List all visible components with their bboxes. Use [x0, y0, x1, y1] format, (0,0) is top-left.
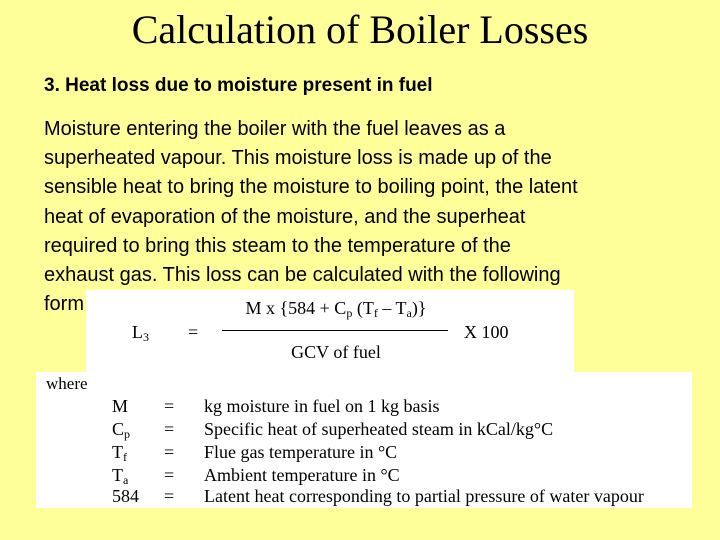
- formula-multiplier: X 100: [464, 322, 509, 342]
- paragraph-line: exhaust gas. This loss can be calculated with the following: [44, 264, 561, 287]
- definition-text: Ambient temperature in °C: [204, 465, 400, 485]
- paragraph-line: required to bring this steam to the temperature of the: [44, 234, 511, 257]
- formula-denominator: GCV of fuel: [291, 342, 381, 362]
- definition-text: Latent heat corresponding to partial pressure of water vapour: [204, 486, 644, 506]
- formula-numerator: [226, 298, 446, 319]
- section-heading: 3. Heat loss due to moisture present in fuel: [44, 75, 433, 96]
- definition-equals: =: [164, 419, 175, 439]
- paragraph-line: heat of evaporation of the moisture, and the superheat: [44, 205, 526, 228]
- definition-equals: =: [164, 486, 175, 506]
- paragraph-line: Moisture entering the boiler with the fuel leaves as a: [44, 118, 506, 140]
- definitions-image: [36, 372, 692, 508]
- numerator-part: M x {584 + C: [245, 298, 347, 318]
- numerator-subscript: f: [373, 306, 378, 320]
- definition-equals: =: [164, 396, 175, 416]
- definition-symbol: M: [112, 396, 129, 416]
- definition-symbol: $T_a$: [112, 465, 129, 487]
- definition-symbol: $C_p$: [112, 419, 131, 441]
- definition-text: kg moisture in fuel on 1 kg basis: [204, 396, 440, 416]
- slide-title: Calculation of Boiler Losses: [131, 7, 589, 52]
- definition-equals: =: [164, 465, 175, 485]
- paragraph-line: form: [44, 293, 84, 316]
- formula-lhs: [132, 322, 149, 343]
- body-paragraph: [44, 115, 704, 319]
- numerator-subscript: a: [406, 306, 412, 320]
- numerator-part: (T: [352, 298, 374, 318]
- formula-lhs-symbol: L: [132, 322, 143, 342]
- definition-symbol: $T_f$: [112, 442, 127, 464]
- paragraph-line: sensible heat to bring the moisture to boiling point, the latent: [44, 176, 578, 199]
- where-label: where: [46, 374, 88, 393]
- paragraph-line: superheated vapour. This moisture loss is made up of the: [44, 147, 552, 170]
- definition-text: Specific heat of superheated steam in kCal/kg°C: [204, 419, 554, 439]
- numerator-subscript: p: [346, 306, 353, 320]
- formula-lhs-subscript: 3: [143, 330, 149, 344]
- definition-text: Flue gas temperature in °C: [204, 442, 398, 462]
- numerator-part: )}: [411, 298, 427, 318]
- definition-symbol: 584: [112, 486, 139, 506]
- fraction-line: [222, 330, 448, 331]
- definition-equals: =: [164, 442, 175, 462]
- numerator-part: – T: [377, 298, 407, 318]
- formula-equals: =: [188, 322, 199, 342]
- formula-image: [86, 290, 574, 374]
